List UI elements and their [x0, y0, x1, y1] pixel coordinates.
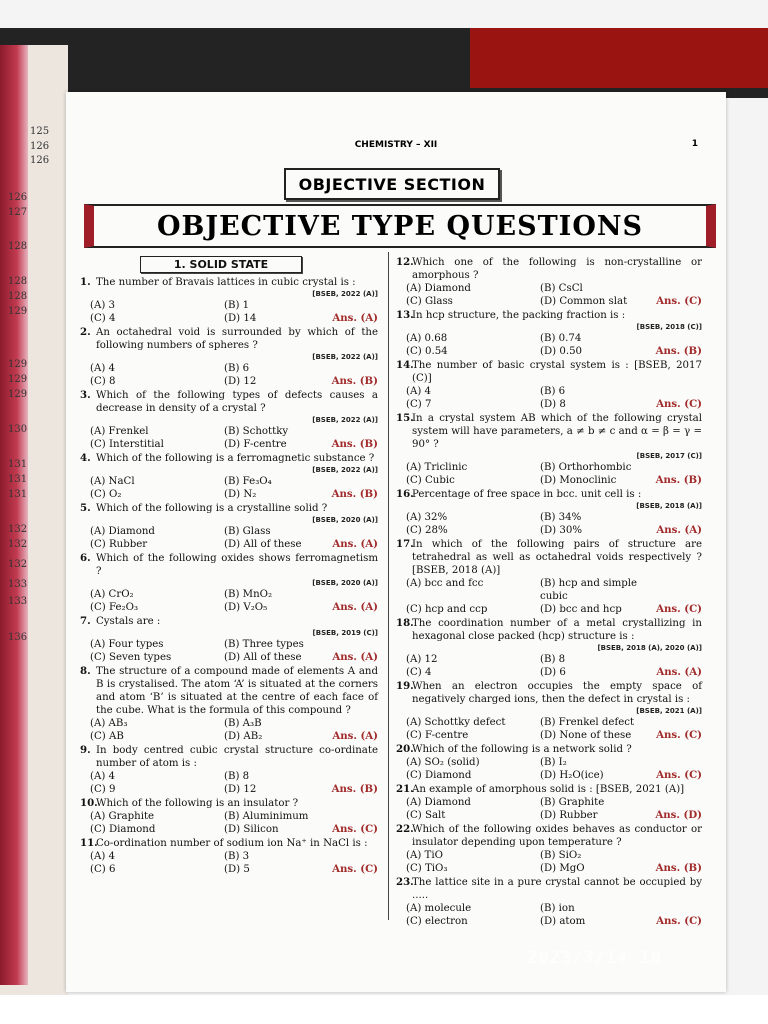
- option: (B) CsCl: [540, 283, 583, 294]
- spacer: [332, 638, 378, 651]
- option: (A) 12: [406, 654, 438, 665]
- question-item: [396, 488, 702, 537]
- option: (D) 0.50: [540, 346, 583, 357]
- question-item: [80, 452, 378, 501]
- spine-page-number: 132: [8, 524, 28, 535]
- spine-page-number: 129: [8, 359, 28, 370]
- bottom-margin: [0, 995, 768, 1024]
- option: (A) CrO₂: [90, 589, 134, 600]
- options: [396, 653, 702, 679]
- option: (B) Glass: [224, 526, 271, 537]
- option: (A) 4: [90, 771, 116, 782]
- question-item: [396, 783, 702, 822]
- spacer: [332, 425, 378, 438]
- option: (D) Common slat: [540, 296, 628, 307]
- option: (A) Diamond: [406, 283, 471, 294]
- question-text: Percentage of free space in bcc. unit cell is :: [412, 489, 642, 500]
- option: (C) electron: [406, 916, 468, 927]
- question-text: The structure of a compound made of elements A and B is crystalised. The atom ‘A’ is situated at the corners and atom ‘B’ is situated at the centre of each face of the cube. What is the formula of this compound ?: [96, 666, 378, 716]
- spacer: [656, 577, 702, 603]
- spacer: [332, 770, 378, 783]
- question-number: 21.: [396, 783, 414, 795]
- options: [80, 588, 378, 614]
- option: (C) Salt: [406, 810, 446, 821]
- photo-timestamp: 2023/3/14 18: [527, 948, 662, 968]
- spacer: [332, 588, 378, 601]
- option: (B) 3: [224, 851, 250, 862]
- question-number: 16.: [396, 488, 414, 500]
- exam-source: [BSEB, 2022 (A)]: [312, 416, 378, 424]
- option: (B) 1: [224, 300, 250, 311]
- option: (B) 6: [540, 386, 566, 397]
- question-text: Which of the following is an insulator ?: [96, 798, 299, 809]
- question-item: [80, 797, 378, 836]
- option: (C) 4: [406, 667, 432, 678]
- question-number: 14.: [396, 359, 414, 371]
- option: (D) Silicon: [224, 824, 279, 835]
- option: (C) O₂: [90, 489, 122, 500]
- question-text: Which of the following oxides behaves as conductor or insulator depending upon temperature ?: [412, 824, 702, 848]
- answer: Ans. (B): [655, 862, 702, 874]
- option: (A) TiO: [406, 850, 443, 861]
- answer: Ans. (C): [332, 823, 378, 835]
- spacer: [656, 282, 702, 295]
- answer: Ans. (B): [331, 438, 378, 450]
- options: [396, 577, 702, 616]
- spine-page-number: 126: [30, 141, 50, 152]
- option: (C) Diamond: [90, 824, 156, 835]
- option: (B) I₂: [540, 757, 567, 768]
- option: (D) 30%: [540, 525, 582, 536]
- option: (B) 6: [224, 363, 250, 374]
- option: (D) MgO: [540, 863, 585, 874]
- question-item: [396, 617, 702, 679]
- options: [80, 475, 378, 501]
- option: (C) Glass: [406, 296, 453, 307]
- answer: Ans. (B): [655, 345, 702, 357]
- question-number: 23.: [396, 876, 414, 888]
- spine-page-number: 133: [8, 596, 28, 607]
- page-title-banner: OBJECTIVE TYPE QUESTIONS: [84, 204, 716, 248]
- option: (C) 7: [406, 399, 432, 410]
- question-text: In body centred cubic crystal structure co-ordinate number of atom is :: [96, 745, 378, 769]
- option: (A) Triclinic: [406, 462, 468, 473]
- question-text: In which of the following pairs of structure are tetrahedral as well as octahedral voids respectively ?[BSEB, 2018 (A)]: [412, 539, 702, 576]
- option: (D) H₂O(ice): [540, 770, 604, 781]
- question-item: [396, 309, 702, 358]
- question-item: [80, 744, 378, 796]
- option: (B) Frenkel defect: [540, 717, 635, 728]
- question-list-right: [396, 256, 702, 928]
- running-header: CHEMISTRY – XII: [354, 140, 438, 150]
- question-item: [80, 326, 378, 388]
- option: (C) 9: [90, 784, 116, 795]
- question-number: 10.: [80, 797, 98, 809]
- option: (D) None of these: [540, 730, 632, 741]
- question-item: [80, 389, 378, 451]
- option: (D) AB₂: [224, 731, 263, 742]
- exam-source: [BSEB, 2020 (A)]: [312, 579, 378, 587]
- spacer: [332, 850, 378, 863]
- option: (A) Frenkel: [90, 426, 149, 437]
- question-text: When an electron occupies the empty space of negatively charged ions, then the defect in crystal is :: [412, 681, 702, 705]
- question-text: Which of the following types of defects causes a decrease in density of a crystal ?: [96, 390, 378, 414]
- option: (C) TiO₃: [406, 863, 448, 874]
- right-column: [396, 256, 702, 929]
- option: (B) ion: [540, 903, 575, 914]
- answer: Ans. (A): [332, 651, 378, 663]
- exam-source: [BSEB, 2020 (A)]: [312, 516, 378, 524]
- options: [396, 902, 702, 928]
- option: (A) Four types: [90, 639, 164, 650]
- option: (A) AB₃: [90, 718, 128, 729]
- question-item: [396, 823, 702, 875]
- options: [80, 770, 378, 796]
- option: (B) 34%: [540, 512, 582, 523]
- question-text: Which of the following is a network solid ?: [412, 744, 632, 755]
- spine-page-number: 128: [8, 276, 28, 287]
- option: (A) Schottky defect: [406, 717, 506, 728]
- exam-source: [BSEB, 2022 (A)]: [312, 290, 378, 298]
- option: (C) Rubber: [90, 539, 148, 550]
- question-item: [396, 359, 702, 411]
- answer: Ans. (B): [655, 474, 702, 486]
- exam-source: [BSEB, 2018 (A), 2020 (A)]: [597, 644, 702, 652]
- exam-source: [BSEB, 2022 (A)]: [312, 353, 378, 361]
- spine-page-number: 129: [8, 306, 28, 317]
- question-text: Which one of the following is non-crystalline or amorphous ?: [412, 257, 702, 281]
- spine-page-number: 127: [8, 207, 28, 218]
- option: (B) 8: [224, 771, 250, 782]
- question-item: [80, 665, 378, 743]
- option: (D) bcc and hcp: [540, 604, 622, 615]
- option: (C) 28%: [406, 525, 448, 536]
- spacer: [656, 849, 702, 862]
- spine-page-number: 136: [8, 632, 28, 643]
- column-divider: [388, 252, 389, 920]
- options: [396, 461, 702, 487]
- question-text: Co-ordination number of sodium ion Na⁺ in NaCl is :: [96, 838, 368, 849]
- options: [396, 756, 702, 782]
- answer: Ans. (C): [656, 398, 702, 410]
- option: (A) 3: [90, 300, 116, 311]
- spacer: [332, 475, 378, 488]
- question-number: 3.: [80, 389, 91, 401]
- question-item: [80, 502, 378, 551]
- left-column: [80, 256, 378, 877]
- option: (D) 14: [224, 313, 257, 324]
- question-text: The number of Bravais lattices in cubic crystal is :: [96, 277, 356, 288]
- spine-page-number: 128: [8, 241, 28, 252]
- options: [80, 810, 378, 836]
- answer: Ans. (C): [656, 729, 702, 741]
- question-number: 11.: [80, 837, 98, 849]
- exam-source: [BSEB, 2018 (A)]: [636, 502, 702, 510]
- answer: Ans. (B): [331, 375, 378, 387]
- answer: Ans. (C): [656, 603, 702, 615]
- answer: Ans. (A): [332, 601, 378, 613]
- option: (B) A₃B: [224, 718, 262, 729]
- option: (D) 12: [224, 376, 257, 387]
- option: (A) 32%: [406, 512, 448, 523]
- option: (D) 5: [224, 864, 250, 875]
- spacer: [655, 796, 702, 809]
- question-text: Which of the following oxides shows ferromagnetism ?: [96, 553, 378, 577]
- option: (A) 4: [90, 851, 116, 862]
- option: (A) 0.68: [406, 333, 448, 344]
- options: [396, 282, 702, 308]
- option: (D) Rubber: [540, 810, 598, 821]
- spine-page-number: 130: [8, 424, 28, 435]
- spine-page-number: 125: [30, 126, 50, 137]
- option: (B) 0.74: [540, 333, 582, 344]
- spine-page-number: 129: [8, 389, 28, 400]
- spine-page-number: 126: [8, 192, 28, 203]
- question-item: [80, 615, 378, 664]
- question-number: 19.: [396, 680, 414, 692]
- option: (C) F-centre: [406, 730, 469, 741]
- option: (C) 6: [90, 864, 116, 875]
- option: (A) 4: [406, 386, 432, 397]
- question-number: 6.: [80, 552, 91, 564]
- option: (A) SO₂ (solid): [406, 757, 480, 768]
- options: [396, 796, 702, 822]
- page-number: 1: [691, 139, 698, 149]
- options: [80, 299, 378, 325]
- option: (C) 8: [90, 376, 116, 387]
- question-number: 17.: [396, 538, 414, 550]
- exam-source: [BSEB, 2019 (C)]: [312, 629, 378, 637]
- option: (B) hcp and simple cubic: [540, 578, 638, 602]
- question-item: [396, 256, 702, 308]
- book-cover-edge: [0, 45, 28, 985]
- question-item: [80, 552, 378, 614]
- question-item: [396, 876, 702, 928]
- option: (C) Interstitial: [90, 439, 164, 450]
- option: (B) 8: [540, 654, 566, 665]
- spacer: [332, 525, 378, 538]
- spine-page-number: 129: [8, 374, 28, 385]
- option: (A) Diamond: [406, 797, 471, 808]
- spacer: [656, 385, 702, 398]
- option: (C) 4: [90, 313, 116, 324]
- option: (B) Aluminimum: [224, 811, 309, 822]
- option: (C) Diamond: [406, 770, 472, 781]
- spine-page-number: 132: [8, 559, 28, 570]
- question-text: Which of the following is a ferromagnetic substance ?: [96, 453, 375, 464]
- option: (D) All of these: [224, 539, 302, 550]
- spine-page-number: 131: [8, 489, 28, 500]
- options: [80, 850, 378, 876]
- option: (D) 12: [224, 784, 257, 795]
- options: [396, 385, 702, 411]
- spacer: [656, 902, 702, 915]
- question-text: In a crystal system AB which of the following crystal system will have parameters, a ≠ b ≠ c and α = β = γ = 90° ?: [412, 413, 702, 450]
- spine-page-number: 128: [8, 291, 28, 302]
- option: (C) Seven types: [90, 652, 172, 663]
- question-text: In hcp structure, the packing fraction is :: [412, 310, 626, 321]
- option: (D) Monoclinic: [540, 475, 617, 486]
- spacer: [332, 299, 378, 312]
- question-number: 7.: [80, 615, 91, 627]
- question-number: 5.: [80, 502, 91, 514]
- options: [396, 849, 702, 875]
- book-page: [66, 92, 726, 992]
- spacer: [656, 332, 702, 345]
- option: (C) Cubic: [406, 475, 455, 486]
- option: (B) Schottky: [224, 426, 289, 437]
- option: (D) All of these: [224, 652, 302, 663]
- option: (D) N₂: [224, 489, 257, 500]
- spine-page-number: 126: [30, 155, 50, 166]
- answer: Ans. (C): [656, 769, 702, 781]
- question-number: 12.: [396, 256, 414, 268]
- option: (B) SiO₂: [540, 850, 582, 861]
- options: [80, 638, 378, 664]
- spacer: [332, 717, 378, 730]
- option: (B) Three types: [224, 639, 304, 650]
- spine-page-number: 133: [8, 579, 28, 590]
- options: [396, 332, 702, 358]
- exam-source: [BSEB, 2017 (C)]: [636, 452, 702, 460]
- spacer: [332, 810, 378, 823]
- option: (B) Graphite: [540, 797, 605, 808]
- option: (C) hcp and ccp: [406, 604, 488, 615]
- question-number: 22.: [396, 823, 414, 835]
- question-text: The number of basic crystal system is : [BSEB, 2017 (C)]: [412, 360, 702, 384]
- answer: Ans. (A): [656, 524, 702, 536]
- spacer: [656, 756, 702, 769]
- options: [396, 511, 702, 537]
- question-text: The coordination number of a metal crystallizing in hexagonal close packed (hcp) structure is :: [412, 618, 702, 642]
- question-number: 20.: [396, 743, 414, 755]
- option: (C) 0.54: [406, 346, 448, 357]
- option: (D) 6: [540, 667, 566, 678]
- exam-source: [BSEB, 2021 (A)]: [636, 707, 702, 715]
- question-item: [80, 837, 378, 876]
- spacer: [332, 362, 378, 375]
- question-number: 1.: [80, 276, 91, 288]
- spine-page-number: 132: [8, 539, 28, 550]
- spacer: [656, 716, 702, 729]
- answer: Ans. (C): [332, 863, 378, 875]
- question-number: 15.: [396, 412, 414, 424]
- option: (B) Fe₃O₄: [224, 476, 272, 487]
- answer: Ans. (A): [332, 312, 378, 324]
- option: (D) F-centre: [224, 439, 287, 450]
- option: (A) NaCl: [90, 476, 135, 487]
- answer: Ans. (C): [656, 915, 702, 927]
- option: (D) 8: [540, 399, 566, 410]
- spacer: [656, 653, 702, 666]
- question-number: 18.: [396, 617, 414, 629]
- option: (A) Graphite: [90, 811, 155, 822]
- question-item: [396, 412, 702, 487]
- background-red-cloth: [470, 28, 768, 88]
- exam-source: [BSEB, 2022 (A)]: [312, 466, 378, 474]
- question-text: An example of amorphous solid is : [BSEB, 2021 (A)]: [412, 784, 685, 795]
- spacer: [656, 461, 702, 474]
- question-item: [396, 538, 702, 616]
- question-text: The lattice site in a pure crystal cannot be occupied by .....: [412, 877, 702, 901]
- spine-page-number: 131: [8, 459, 28, 470]
- answer: Ans. (A): [332, 538, 378, 550]
- question-number: 4.: [80, 452, 91, 464]
- option: (C) AB: [90, 731, 124, 742]
- question-number: 9.: [80, 744, 91, 756]
- question-item: [396, 680, 702, 742]
- answer: Ans. (A): [656, 666, 702, 678]
- options: [80, 717, 378, 743]
- answer: Ans. (D): [655, 809, 702, 821]
- question-text: Cystals are :: [96, 616, 161, 627]
- question-list-left: [80, 276, 378, 876]
- option: (A) molecule: [406, 903, 472, 914]
- question-number: 2.: [80, 326, 91, 338]
- options: [80, 362, 378, 388]
- option: (D) V₂O₅: [224, 602, 268, 613]
- exam-source: [BSEB, 2018 (C)]: [636, 323, 702, 331]
- question-number: 8.: [80, 665, 91, 677]
- answer: Ans. (B): [331, 488, 378, 500]
- question-item: [396, 743, 702, 782]
- question-number: 13.: [396, 309, 414, 321]
- options: [80, 525, 378, 551]
- answer: Ans. (C): [656, 295, 702, 307]
- question-text: An octahedral void is surrounded by which of the following numbers of spheres ?: [96, 327, 378, 351]
- options: [80, 425, 378, 451]
- option: (D) atom: [540, 916, 586, 927]
- option: (A) Diamond: [90, 526, 155, 537]
- option: (B) Orthorhombic: [540, 462, 632, 473]
- option: (C) Fe₂O₃: [90, 602, 139, 613]
- question-text: Which of the following is a crystalline solid ?: [96, 503, 328, 514]
- answer: Ans. (B): [331, 783, 378, 795]
- option: (A) 4: [90, 363, 116, 374]
- question-item: [80, 276, 378, 325]
- options: [396, 716, 702, 742]
- answer: Ans. (A): [332, 730, 378, 742]
- chapter-heading: 1. SOLID STATE: [140, 256, 302, 273]
- spine-page-number: 131: [8, 474, 28, 485]
- option: (B) MnO₂: [224, 589, 273, 600]
- section-title: OBJECTIVE SECTION: [284, 168, 500, 200]
- spacer: [656, 511, 702, 524]
- option: (A) bcc and fcc: [406, 578, 484, 589]
